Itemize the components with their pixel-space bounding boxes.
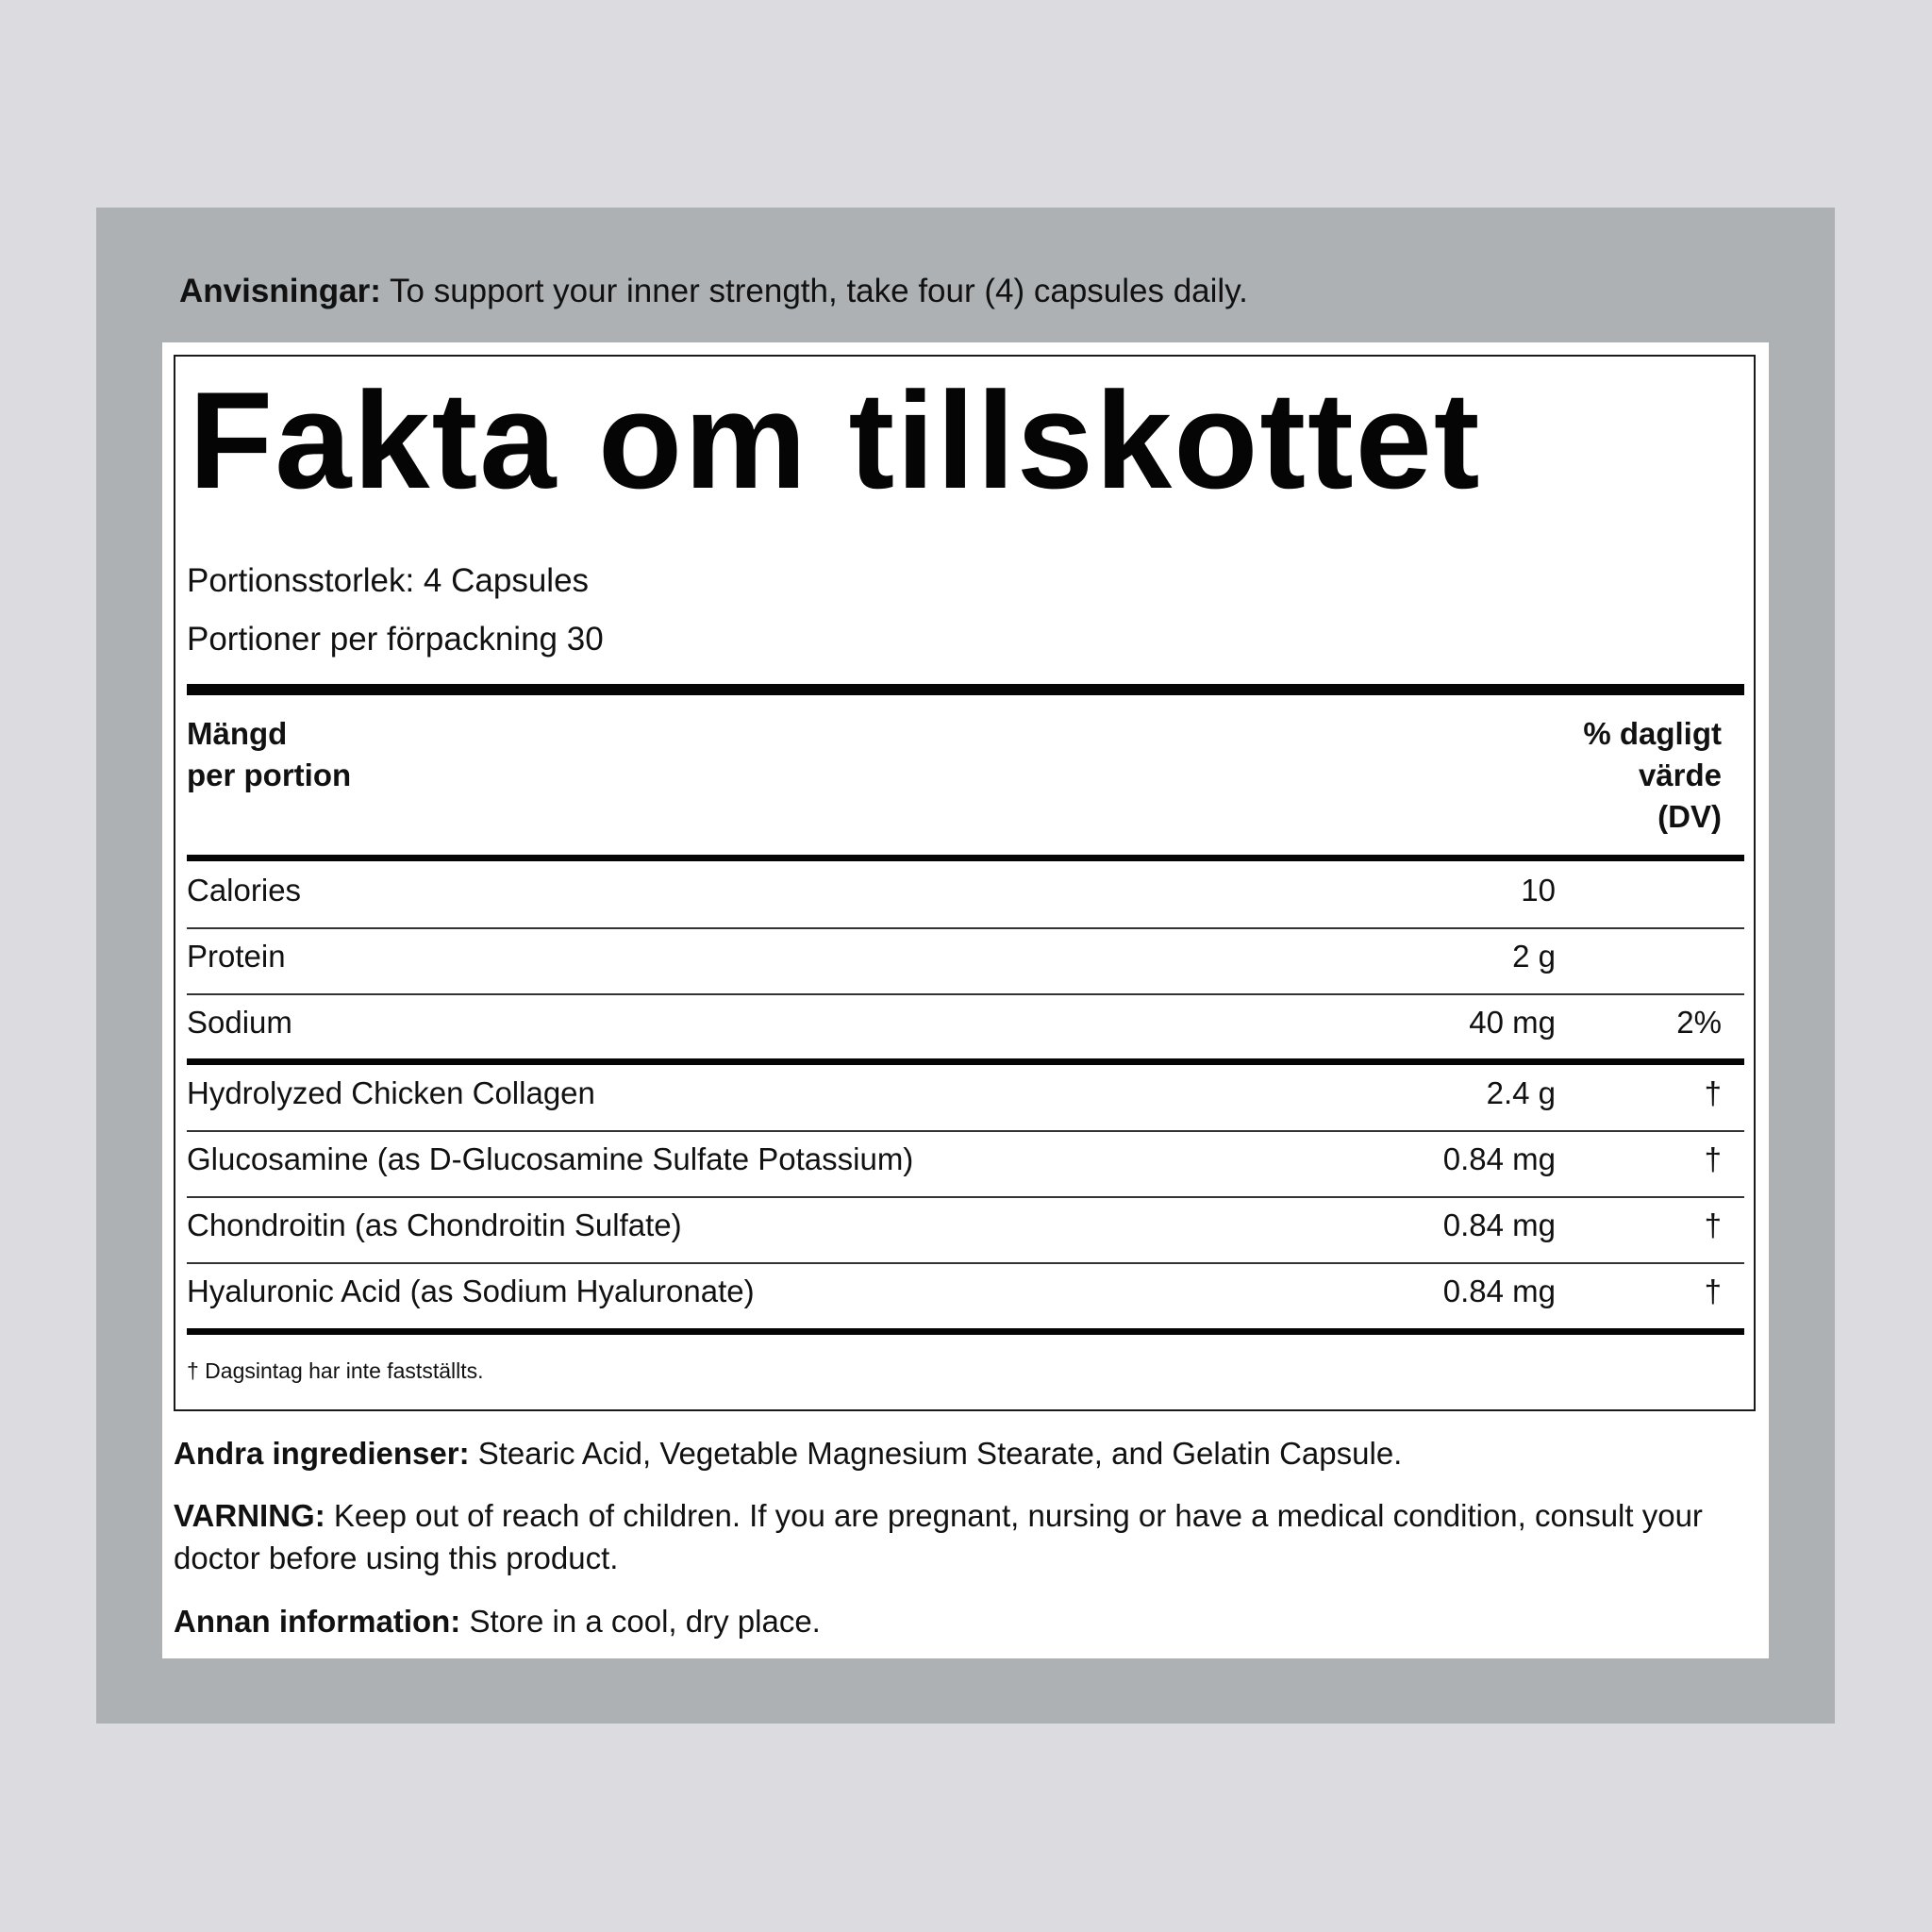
warning-label: VARNING: bbox=[174, 1498, 325, 1533]
row-divider bbox=[187, 1130, 1744, 1132]
ingredient-dv: † bbox=[1704, 1208, 1722, 1242]
servings-per-container: Portioner per förpackning 30 bbox=[187, 621, 604, 658]
directions-text: To support your inner strength, take four (4) capsules daily. bbox=[380, 273, 1248, 309]
ingredient-dv: † bbox=[1704, 1274, 1722, 1308]
other-information-text: Store in a cool, dry place. bbox=[460, 1604, 821, 1639]
nutrient-name: Protein bbox=[187, 939, 286, 974]
header-dv-line2: värde bbox=[1638, 758, 1722, 792]
facts-title: Fakta om tillskottet bbox=[189, 363, 1482, 517]
divider-mid bbox=[187, 1058, 1744, 1065]
nutrient-dv: 2% bbox=[1676, 1005, 1722, 1040]
other-ingredients bbox=[174, 1432, 1740, 1474]
other-information-label: Annan information: bbox=[174, 1604, 461, 1639]
row-divider bbox=[187, 1196, 1744, 1198]
ingredient-name: Chondroitin (as Chondroitin Sulfate) bbox=[187, 1208, 682, 1242]
divider-header bbox=[187, 855, 1744, 861]
nutrient-amount: 2 g bbox=[1512, 939, 1556, 974]
row-divider bbox=[187, 927, 1744, 929]
header-dv-line1: % dagligt bbox=[1583, 716, 1722, 751]
header-dv-line3: (DV) bbox=[1657, 799, 1722, 834]
supplement-facts-box bbox=[174, 355, 1756, 1411]
ingredient-name: Hydrolyzed Chicken Collagen bbox=[187, 1075, 595, 1110]
ingredient-dv: † bbox=[1704, 1075, 1722, 1110]
ingredient-name: Glucosamine (as D-Glucosamine Sulfate Potassium) bbox=[187, 1141, 914, 1176]
other-information bbox=[174, 1600, 1740, 1642]
other-ingredients-label: Andra ingredienser: bbox=[174, 1436, 470, 1471]
directions-label: Anvisningar: bbox=[179, 273, 381, 309]
nutrient-amount: 40 mg bbox=[1469, 1005, 1556, 1040]
ingredient-amount: 0.84 mg bbox=[1442, 1141, 1556, 1176]
ingredient-amount: 0.84 mg bbox=[1442, 1274, 1556, 1308]
divider-thick-top bbox=[187, 684, 1744, 695]
serving-size: Portionsstorlek: 4 Capsules bbox=[187, 562, 590, 599]
divider-bottom bbox=[187, 1328, 1744, 1335]
directions-line bbox=[179, 271, 1248, 312]
row-divider bbox=[187, 993, 1744, 995]
row-divider bbox=[187, 1262, 1744, 1264]
ingredient-amount: 2.4 g bbox=[1486, 1075, 1556, 1110]
warning bbox=[174, 1494, 1740, 1579]
header-amount-line1: Mängd bbox=[187, 716, 288, 751]
dv-footnote: † Dagsintag har inte fastställts. bbox=[187, 1358, 484, 1383]
ingredient-amount: 0.84 mg bbox=[1442, 1208, 1556, 1242]
ingredient-name: Hyaluronic Acid (as Sodium Hyaluronate) bbox=[187, 1274, 755, 1308]
nutrient-name: Sodium bbox=[187, 1005, 292, 1040]
nutrient-name: Calories bbox=[187, 873, 302, 908]
ingredient-dv: † bbox=[1704, 1141, 1722, 1176]
other-ingredients-text: Stearic Acid, Vegetable Magnesium Stearate, and Gelatin Capsule. bbox=[469, 1436, 1403, 1471]
header-amount-line2: per portion bbox=[187, 758, 352, 792]
warning-text: Keep out of reach of children. If you are pregnant, nursing or have a medical condition, consult your doctor before using this product. bbox=[174, 1498, 1703, 1575]
nutrient-amount: 10 bbox=[1521, 873, 1556, 908]
